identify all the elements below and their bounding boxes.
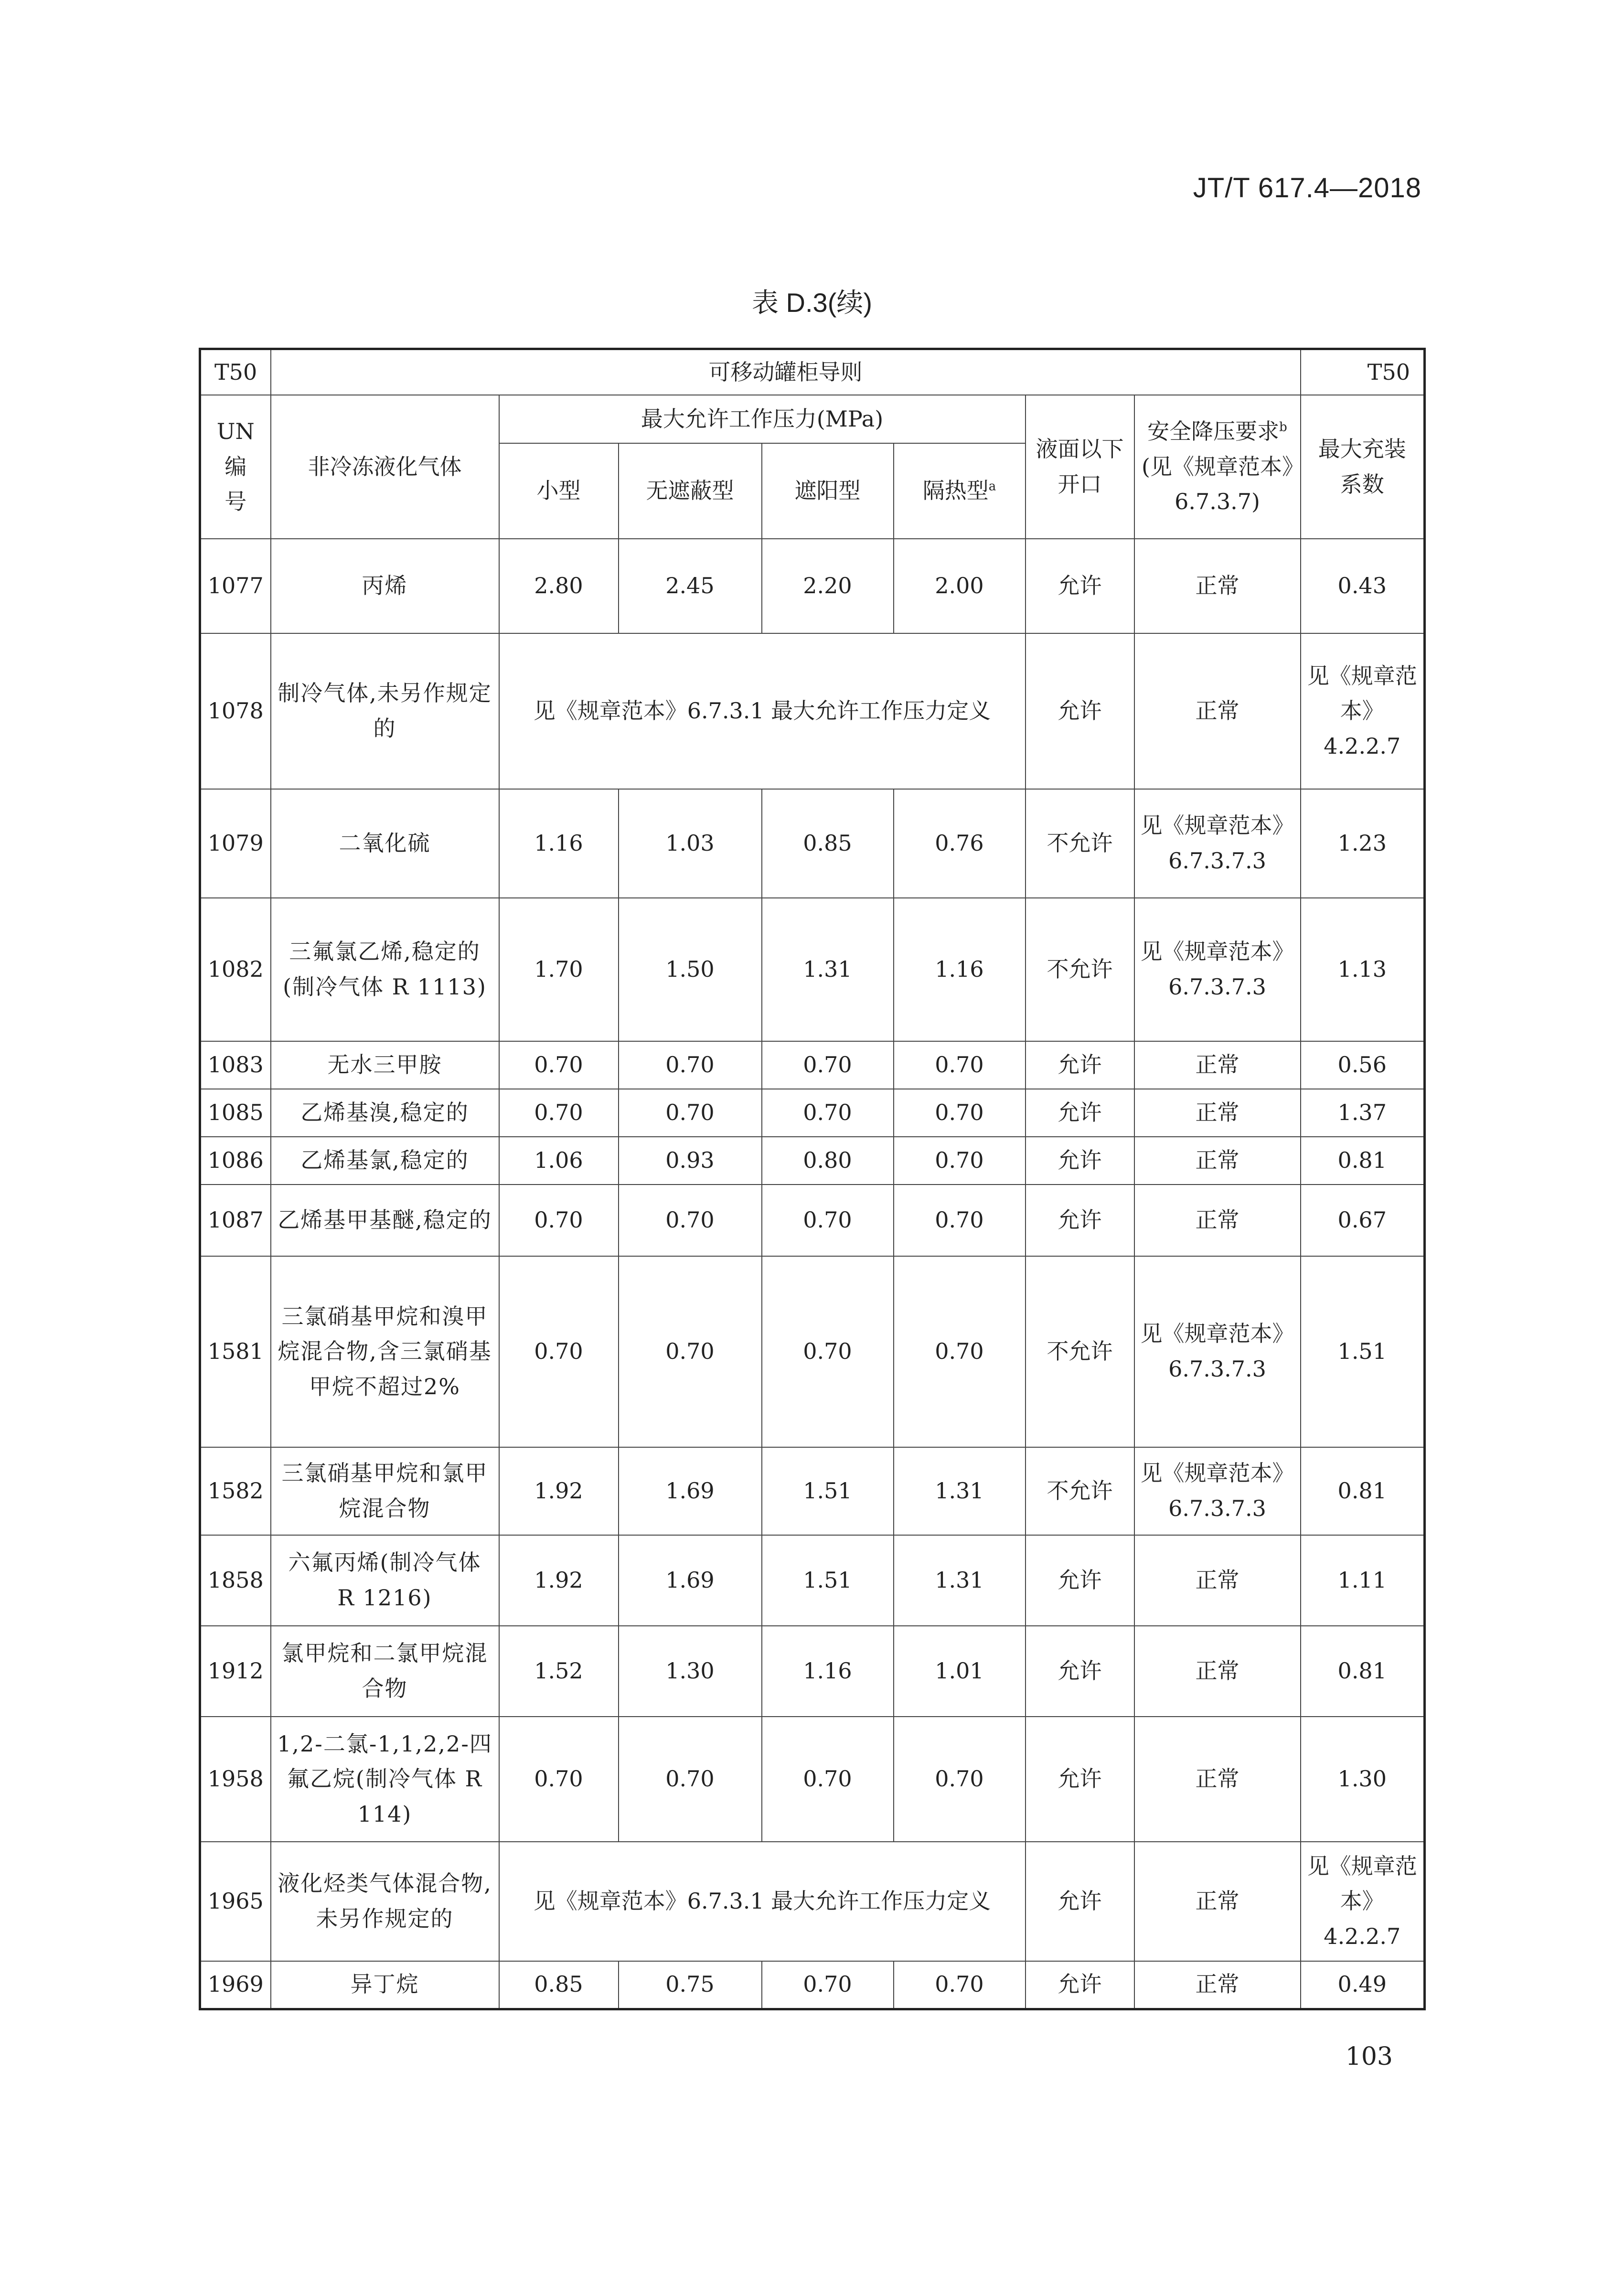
header-pressure-group: 最大允许工作压力(MPa) (499, 395, 1026, 443)
relief-cell: 正常 (1134, 1717, 1301, 1842)
header-shaded: 遮阳型 (762, 443, 894, 539)
bottom-opening-cell: 允许 (1026, 1137, 1134, 1185)
gas-name-cell: 乙烯基溴,稳定的 (271, 1089, 499, 1137)
header-relief-sup: b (1279, 420, 1287, 435)
gas-name-cell: 乙烯基甲基醚,稳定的 (271, 1185, 499, 1256)
pressure-insulated-cell: 1.16 (894, 898, 1026, 1041)
gas-name-cell: 异丁烷 (271, 1961, 499, 2009)
pressure-unshaded-cell: 0.70 (619, 1185, 762, 1256)
fill-ratio-cell: 0.81 (1301, 1447, 1425, 1535)
pressure-insulated-cell: 0.70 (894, 1256, 1026, 1447)
pressure-insulated-cell: 0.70 (894, 1961, 1026, 2009)
pressure-shaded-cell: 0.85 (762, 789, 894, 898)
pressure-unshaded-cell: 0.75 (619, 1961, 762, 2009)
top-right-code: T50 (1301, 349, 1425, 395)
pressure-small-cell: 1.92 (499, 1535, 619, 1626)
table-row (200, 539, 1425, 633)
fill-ratio-cell: 0.56 (1301, 1041, 1425, 1089)
fill-ratio-cell: 1.13 (1301, 898, 1425, 1041)
un-number-cell: 1965 (200, 1842, 271, 1961)
table-row (200, 1089, 1425, 1137)
header-relief-note: (见《规章范本》6.7.3.7) (1142, 453, 1293, 515)
un-number-cell: 1912 (200, 1626, 271, 1717)
pressure-unshaded-cell: 0.70 (619, 1256, 762, 1447)
pressure-unshaded-cell: 1.50 (619, 898, 762, 1041)
pressure-insulated-cell: 2.00 (894, 539, 1026, 633)
bottom-opening-cell: 允许 (1026, 1717, 1134, 1842)
pressure-unshaded-cell: 0.70 (619, 1089, 762, 1137)
un-number-cell: 1582 (200, 1447, 271, 1535)
fill-ratio-cell: 0.43 (1301, 539, 1425, 633)
pressure-insulated-cell: 0.70 (894, 1089, 1026, 1137)
table-row (200, 1185, 1425, 1256)
top-center-title: 可移动罐柜导则 (271, 349, 1301, 395)
fill-ratio-cell: 0.49 (1301, 1961, 1425, 2009)
pressure-unshaded-cell: 1.03 (619, 789, 762, 898)
pressure-insulated-cell: 0.76 (894, 789, 1026, 898)
relief-cell: 正常 (1134, 633, 1301, 789)
relief-cell: 见《规章范本》6.7.3.7.3 (1134, 1256, 1301, 1447)
pressure-unshaded-cell: 2.45 (619, 539, 762, 633)
un-number-cell: 1958 (200, 1717, 271, 1842)
gas-name-cell: 液化烃类气体混合物,未另作规定的 (271, 1842, 499, 1961)
header-name: 非冷冻液化气体 (271, 395, 499, 539)
relief-cell: 见《规章范本》6.7.3.7.3 (1134, 898, 1301, 1041)
pressure-insulated-cell: 1.31 (894, 1535, 1026, 1626)
gas-name-cell: 1,2-二氯-1,1,2,2-四氟乙烷(制冷气体 R 114) (271, 1717, 499, 1842)
relief-cell: 正常 (1134, 1185, 1301, 1256)
pressure-small-cell: 0.85 (499, 1961, 619, 2009)
pressure-small-cell: 0.70 (499, 1717, 619, 1842)
pressure-shaded-cell: 0.70 (762, 1089, 894, 1137)
pressure-small-cell: 0.70 (499, 1041, 619, 1089)
bottom-opening-cell: 不允许 (1026, 789, 1134, 898)
fill-ratio-cell: 0.67 (1301, 1185, 1425, 1256)
header-fill: 最大充装系数 (1301, 395, 1425, 539)
fill-ratio-cell: 见《规章范本》4.2.2.7 (1301, 1842, 1425, 1961)
pressure-shaded-cell: 0.70 (762, 1041, 894, 1089)
relief-cell: 正常 (1134, 1089, 1301, 1137)
page-number: 103 (1345, 2042, 1393, 2071)
header-small: 小型 (499, 443, 619, 539)
pressure-small-cell: 0.70 (499, 1185, 619, 1256)
pressure-unshaded-cell: 0.93 (619, 1137, 762, 1185)
un-number-cell: 1079 (200, 789, 271, 898)
table-row (200, 633, 1425, 789)
bottom-opening-cell: 允许 (1026, 633, 1134, 789)
pressure-shaded-cell: 0.70 (762, 1256, 894, 1447)
gas-name-cell: 制冷气体,未另作规定的 (271, 633, 499, 789)
pressure-insulated-cell: 0.70 (894, 1185, 1026, 1256)
pressure-shaded-cell: 1.16 (762, 1626, 894, 1717)
un-number-cell: 1082 (200, 898, 271, 1041)
pressure-unshaded-cell: 1.69 (619, 1447, 762, 1535)
table-row (200, 898, 1425, 1041)
relief-cell: 正常 (1134, 1842, 1301, 1961)
bottom-opening-cell: 不允许 (1026, 898, 1134, 1041)
gas-name-cell: 氯甲烷和二氯甲烷混合物 (271, 1626, 499, 1717)
pressure-shaded-cell: 1.31 (762, 898, 894, 1041)
pressure-unshaded-cell: 0.70 (619, 1717, 762, 1842)
pressure-shaded-cell: 0.70 (762, 1717, 894, 1842)
table-row (200, 1535, 1425, 1626)
table-row (200, 1626, 1425, 1717)
un-number-cell: 1581 (200, 1256, 271, 1447)
un-number-cell: 1086 (200, 1137, 271, 1185)
pressure-small-cell: 0.70 (499, 1089, 619, 1137)
relief-cell: 正常 (1134, 1626, 1301, 1717)
relief-cell: 见《规章范本》6.7.3.7.3 (1134, 789, 1301, 898)
fill-ratio-cell: 1.11 (1301, 1535, 1425, 1626)
bottom-opening-cell: 不允许 (1026, 1256, 1134, 1447)
gas-name-cell: 无水三甲胺 (271, 1041, 499, 1089)
gas-name-cell: 丙烯 (271, 539, 499, 633)
relief-cell: 见《规章范本》6.7.3.7.3 (1134, 1447, 1301, 1535)
header-insulated (894, 443, 1026, 539)
fill-ratio-cell: 见《规章范本》4.2.2.7 (1301, 633, 1425, 789)
pressure-insulated-cell: 1.01 (894, 1626, 1026, 1717)
table-row (200, 1447, 1425, 1535)
bottom-opening-cell: 允许 (1026, 1626, 1134, 1717)
table-body (200, 539, 1425, 2009)
bottom-opening-cell: 允许 (1026, 1185, 1134, 1256)
gas-name-cell: 三氟氯乙烯,稳定的(制冷气体 R 1113) (271, 898, 499, 1041)
pressure-shaded-cell: 1.51 (762, 1447, 894, 1535)
pressure-unshaded-cell: 1.69 (619, 1535, 762, 1626)
pressure-shaded-cell: 0.70 (762, 1185, 894, 1256)
table-row (200, 1961, 1425, 2009)
header-unshaded: 无遮蔽型 (619, 443, 762, 539)
relief-cell: 正常 (1134, 1961, 1301, 2009)
pressure-merged-cell: 见《规章范本》6.7.3.1 最大允许工作压力定义 (499, 1842, 1026, 1961)
bottom-opening-cell: 允许 (1026, 1535, 1134, 1626)
pressure-small-cell: 1.06 (499, 1137, 619, 1185)
header-insulated-label: 隔热型 (922, 478, 989, 504)
document-code: JT/T 617.4—2018 (1193, 172, 1421, 203)
gas-name-cell: 二氧化硫 (271, 789, 499, 898)
bottom-opening-cell: 不允许 (1026, 1447, 1134, 1535)
un-number-cell: 1077 (200, 539, 271, 633)
table-row (200, 1842, 1425, 1961)
pressure-small-cell: 1.70 (499, 898, 619, 1041)
bottom-opening-cell: 允许 (1026, 1041, 1134, 1089)
table-top-row (200, 349, 1425, 395)
fill-ratio-cell: 0.81 (1301, 1137, 1425, 1185)
pressure-merged-cell: 见《规章范本》6.7.3.1 最大允许工作压力定义 (499, 633, 1026, 789)
table-title: 表 D.3(续) (752, 288, 872, 318)
pressure-shaded-cell: 2.20 (762, 539, 894, 633)
pressure-small-cell: 2.80 (499, 539, 619, 633)
fill-ratio-cell: 1.23 (1301, 789, 1425, 898)
un-number-cell: 1087 (200, 1185, 271, 1256)
fill-ratio-cell: 1.37 (1301, 1089, 1425, 1137)
header-relief-label: 安全降压要求 (1147, 418, 1280, 445)
relief-cell: 正常 (1134, 1137, 1301, 1185)
un-number-cell: 1858 (200, 1535, 271, 1626)
header-row-1 (200, 395, 1425, 443)
un-number-cell: 1085 (200, 1089, 271, 1137)
pressure-insulated-cell: 0.70 (894, 1137, 1026, 1185)
gas-name-cell: 三氯硝基甲烷和氯甲烷混合物 (271, 1447, 499, 1535)
bottom-opening-cell: 允许 (1026, 1089, 1134, 1137)
pressure-unshaded-cell: 1.30 (619, 1626, 762, 1717)
top-left-code: T50 (200, 349, 271, 395)
un-number-cell: 1083 (200, 1041, 271, 1089)
bottom-opening-cell: 允许 (1026, 1961, 1134, 2009)
pressure-shaded-cell: 1.51 (762, 1535, 894, 1626)
fill-ratio-cell: 1.30 (1301, 1717, 1425, 1842)
gas-name-cell: 六氟丙烯(制冷气体 R 1216) (271, 1535, 499, 1626)
table-row (200, 789, 1425, 898)
portable-tank-table (199, 348, 1426, 2010)
un-number-cell: 1078 (200, 633, 271, 789)
fill-ratio-cell: 0.81 (1301, 1626, 1425, 1717)
relief-cell: 正常 (1134, 1535, 1301, 1626)
bottom-opening-cell: 允许 (1026, 1842, 1134, 1961)
un-number-cell: 1969 (200, 1961, 271, 2009)
pressure-shaded-cell: 0.80 (762, 1137, 894, 1185)
gas-name-cell: 三氯硝基甲烷和溴甲烷混合物,含三氯硝基甲烷不超过2% (271, 1256, 499, 1447)
pressure-small-cell: 1.52 (499, 1626, 619, 1717)
pressure-small-cell: 0.70 (499, 1256, 619, 1447)
table-row (200, 1717, 1425, 1842)
fill-ratio-cell: 1.51 (1301, 1256, 1425, 1447)
pressure-small-cell: 1.16 (499, 789, 619, 898)
relief-cell: 正常 (1134, 1041, 1301, 1089)
table-row (200, 1256, 1425, 1447)
pressure-insulated-cell: 1.31 (894, 1447, 1026, 1535)
pressure-shaded-cell: 0.70 (762, 1961, 894, 2009)
table-row (200, 1137, 1425, 1185)
pressure-insulated-cell: 0.70 (894, 1041, 1026, 1089)
relief-cell: 正常 (1134, 539, 1301, 633)
header-bottom-opening: 液面以下开口 (1026, 395, 1134, 539)
header-insulated-sup: a (988, 479, 996, 494)
pressure-small-cell: 1.92 (499, 1447, 619, 1535)
header-relief (1134, 395, 1301, 539)
table-row (200, 1041, 1425, 1089)
pressure-unshaded-cell: 0.70 (619, 1041, 762, 1089)
header-un: UN编号 (200, 395, 271, 539)
bottom-opening-cell: 允许 (1026, 539, 1134, 633)
pressure-insulated-cell: 0.70 (894, 1717, 1026, 1842)
gas-name-cell: 乙烯基氯,稳定的 (271, 1137, 499, 1185)
